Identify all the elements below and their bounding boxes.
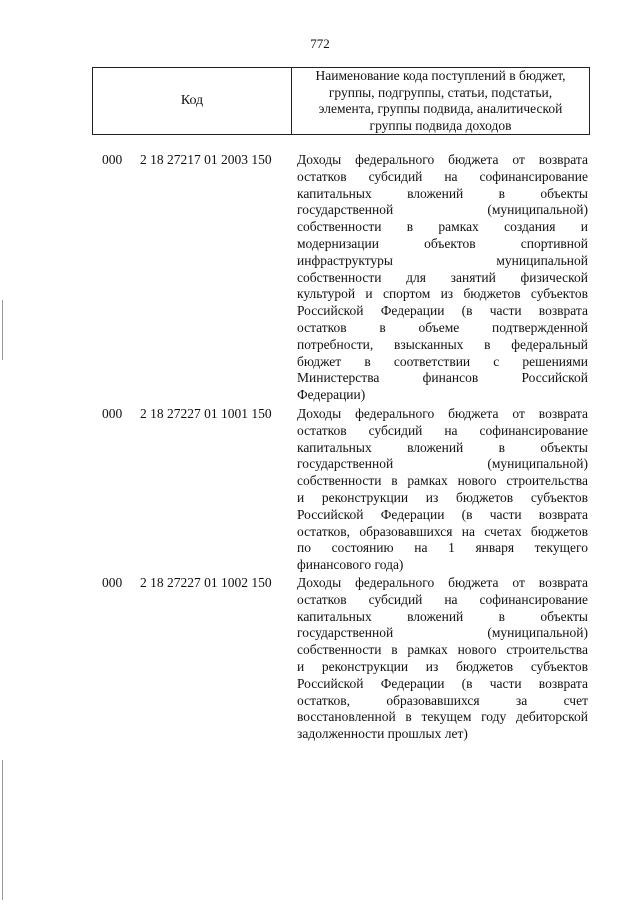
description-line: остатков в объеме подтвержденной (297, 319, 588, 335)
admin-code: 000 (102, 575, 123, 590)
description-line: по состоянию на 1 января текущего (297, 540, 588, 556)
description-line: государственной (муниципальной) (297, 625, 588, 641)
description-line: потребности, взысканных в федеральный (297, 336, 588, 352)
description-line: Доходы федерального бюджета от возврата (297, 406, 588, 421)
header-name-line: группы, подгруппы, статьи, подстатьи, (328, 84, 553, 100)
description-line: Министерства финансов Российской (297, 370, 588, 386)
description-line: капитальных вложений в объекты (297, 185, 588, 201)
description-line: Российской Федерации (в части возврата (297, 506, 588, 522)
description-line: инфраструктуры муниципальной (297, 252, 588, 268)
header-name-cell (292, 68, 589, 134)
description-line: собственности в рамках нового строительства (297, 473, 588, 489)
description-line: собственности в рамках создания и (297, 219, 588, 235)
income-code: 2 18 27217 01 2003 150 (140, 152, 272, 167)
description-line: государственной (муниципальной) (297, 456, 588, 472)
income-description (297, 575, 588, 743)
header-name-line: Наименование кода поступлений в бюджет, (315, 68, 566, 83)
description-line: капитальных вложений в объекты (297, 608, 588, 624)
description-line: модернизации объектов спортивной (297, 235, 588, 251)
income-code: 2 18 27227 01 1001 150 (140, 406, 272, 421)
description-line: Федерации) (297, 387, 366, 403)
description-line: задолженности прошлых лет) (297, 726, 468, 742)
description-line: остатков субсидий на софинансирование (297, 168, 588, 184)
description-line: собственности в рамках нового строительства (297, 642, 588, 658)
description-line: и реконструкции из бюджетов субъектов (297, 658, 588, 674)
description-line: остатков субсидий на софинансирование (297, 591, 588, 607)
header-name-line: элемента, группы подвида, аналитической (318, 101, 563, 116)
income-code: 2 18 27227 01 1002 150 (140, 575, 272, 590)
header-code-cell (93, 68, 292, 134)
description-line: восстановленной в текущем году дебиторской (297, 709, 588, 725)
description-line: финансового года) (297, 557, 404, 573)
description-line: капитальных вложений в объекты (297, 439, 588, 455)
description-line: остатков, образовавшихся за счет (297, 692, 588, 708)
scan-edge-mark (2, 760, 3, 900)
description-line: Российской Федерации (в части возврата (297, 675, 588, 691)
description-line: остатков субсидий на софинансирование (297, 422, 588, 438)
description-line: бюджет в соответствии с решениями (297, 353, 588, 369)
admin-code: 000 (102, 406, 123, 421)
header-name-line: группы подвида доходов (369, 117, 512, 133)
header-table (92, 67, 590, 135)
description-line: культурой и спортом из бюджетов субъектов (297, 286, 588, 302)
description-line: Российской Федерации (в части возврата (297, 303, 588, 319)
description-line: остатков, образовавшихся на счетах бюджетов (297, 523, 588, 539)
description-line: государственной (муниципальной) (297, 202, 588, 218)
income-description (297, 152, 588, 404)
description-line: Доходы федерального бюджета от возврата (297, 575, 588, 590)
income-description (297, 406, 588, 574)
header-code-label: Код (180, 93, 204, 108)
description-line: собственности для занятий физической (297, 269, 588, 285)
page-number: 772 (310, 36, 330, 51)
description-line: Доходы федерального бюджета от возврата (297, 152, 588, 167)
scan-edge-mark (2, 300, 3, 360)
description-line: и реконструкции из бюджетов субъектов (297, 489, 588, 505)
admin-code: 000 (102, 152, 123, 167)
